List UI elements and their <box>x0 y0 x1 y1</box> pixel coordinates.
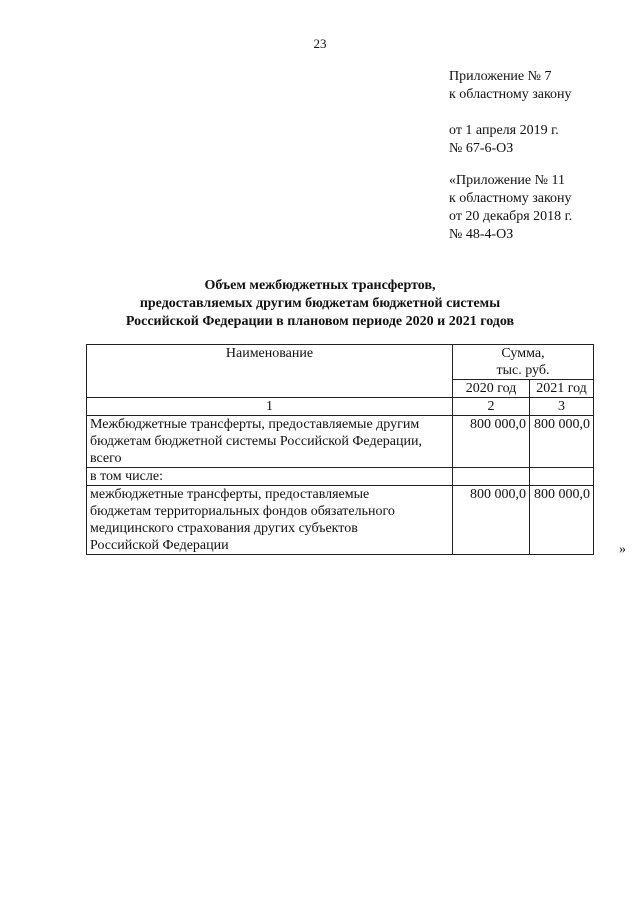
title-line: Российской Федерации в плановом периоде 2020 и 2021 годов <box>125 314 515 329</box>
prior-appendix-law-number: № 48-4-ОЗ <box>449 227 514 242</box>
transfers-table <box>86 344 594 555</box>
page-number: 23 <box>313 36 327 51</box>
row-value-2021 <box>530 468 594 486</box>
row-name-line: всего <box>90 451 122 466</box>
prior-appendix-number: «Приложение № 11 <box>449 173 565 188</box>
row-name <box>87 486 453 555</box>
header-year-2020: 2020 год <box>453 380 530 398</box>
appendix-law-ref: к областному закону <box>449 87 572 102</box>
prior-appendix-date: от 20 декабря 2018 г. <box>449 209 573 224</box>
header-year-2021: 2021 год <box>530 380 594 398</box>
row-name-line: в том числе: <box>90 469 163 484</box>
row-value-2020: 800 000,0 <box>453 486 530 555</box>
table-header-row <box>87 345 594 380</box>
row-value-2020: 800 000,0 <box>453 416 530 468</box>
header-sum-unit: тыс. руб. <box>496 363 550 378</box>
column-number: 2 <box>453 398 530 416</box>
document-title <box>0 277 640 331</box>
row-value-2021: 800 000,0 <box>530 416 594 468</box>
header-sum <box>453 345 594 380</box>
column-number-row <box>87 398 594 416</box>
row-name-line: бюджетам территориальных фондов обязательного <box>90 504 395 519</box>
appendix-number: Приложение № 7 <box>449 69 552 84</box>
title-line: предоставляемых другим бюджетам бюджетной системы <box>139 296 501 311</box>
closing-quote: » <box>619 542 626 557</box>
table-row <box>87 468 594 486</box>
header-name: Наименование <box>87 345 453 398</box>
table-row <box>87 486 594 555</box>
row-name-line: медицинского страхования других субъектов <box>90 521 358 536</box>
row-name <box>87 416 453 468</box>
prior-appendix-block <box>449 172 572 244</box>
row-value-2020 <box>453 468 530 486</box>
row-value-2021: 800 000,0 <box>530 486 594 555</box>
row-name-line: Российской Федерации <box>90 538 229 553</box>
prior-appendix-law-ref: к областному закону <box>449 191 572 206</box>
table-row <box>87 416 594 468</box>
appendix-block <box>449 68 572 158</box>
appendix-law-number: № 67-6-ОЗ <box>449 141 514 156</box>
appendix-date: от 1 апреля 2019 г. <box>449 123 559 138</box>
title-line: Объем межбюджетных трансфертов, <box>204 278 436 293</box>
row-name <box>87 468 453 486</box>
row-name-line: бюджетам бюджетной системы Российской Федерации, <box>90 434 422 449</box>
row-name-line: Межбюджетные трансферты, предоставляемые другим <box>90 417 420 432</box>
column-number: 3 <box>530 398 594 416</box>
column-number: 1 <box>87 398 453 416</box>
header-sum-label: Сумма, <box>501 346 545 361</box>
row-name-line: межбюджетные трансферты, предоставляемые <box>90 487 370 502</box>
